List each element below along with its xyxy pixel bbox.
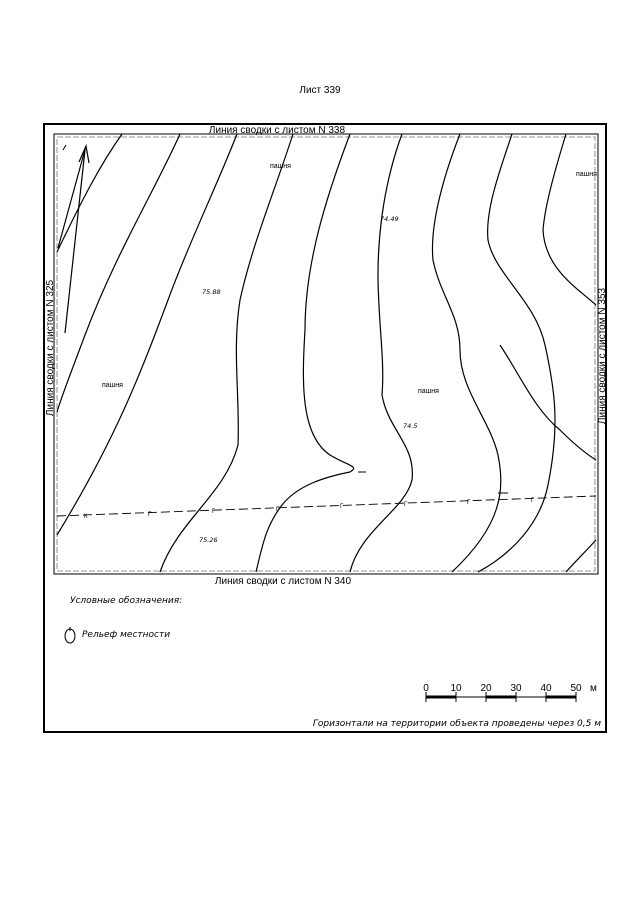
scale-tick-label: 10 xyxy=(450,683,462,694)
scale-bar xyxy=(426,692,576,702)
boundary-mark: Г xyxy=(467,500,471,506)
parcel-boundary-line xyxy=(57,496,596,516)
scale-tick-label: 30 xyxy=(510,683,522,694)
contour-line xyxy=(160,134,293,572)
edge-label-left: Линия сводки с листом N 325 xyxy=(45,279,56,417)
boundary-mark: Г xyxy=(531,498,535,504)
contour-interval-note: Горизонтали на территории объекта проведены через 0,5 м xyxy=(312,719,601,729)
scale-unit-label: м xyxy=(590,683,597,694)
boundary-mark: К xyxy=(84,514,88,520)
edge-label-bottom: Линия сводки с листом N 340 xyxy=(214,576,352,587)
contour-line xyxy=(478,134,555,572)
contour-line xyxy=(432,134,500,572)
boundary-mark: Г xyxy=(148,512,152,518)
land-use-label: пашня xyxy=(270,163,291,170)
boundary-mark: Г xyxy=(212,509,216,515)
legend-title: Условные обозначения: xyxy=(70,596,183,606)
contour-line xyxy=(57,134,122,252)
land-use-label: пашня xyxy=(576,171,597,178)
contour-line xyxy=(57,134,237,535)
land-use-label: пашня xyxy=(102,382,123,389)
scale-tick-label: 50 xyxy=(570,683,582,694)
elevation-label: 75.26 xyxy=(199,536,218,544)
boundary-mark: Г xyxy=(340,504,344,510)
contour-line xyxy=(57,134,180,412)
edge-label-top: Линия сводки с листом N 338 xyxy=(208,125,346,136)
map-area-border xyxy=(54,134,598,574)
contour-lines xyxy=(57,134,596,572)
sheet-title: Лист 339 xyxy=(299,85,341,96)
contour-line xyxy=(543,134,596,305)
elevation-label: 74.49 xyxy=(380,215,399,223)
contour-line xyxy=(566,540,596,572)
elevation-label: 74.5 xyxy=(403,422,418,430)
boundary-mark: Г xyxy=(404,502,408,508)
elevation-label: 75.88 xyxy=(202,288,221,296)
boundary-mark: Г xyxy=(276,507,280,513)
legend-relief-label: Рельеф местности xyxy=(82,630,171,640)
relief-symbol-icon xyxy=(65,627,75,643)
scale-tick-label: 0 xyxy=(423,683,429,694)
scale-tick-label: 20 xyxy=(480,683,492,694)
boundary-marks xyxy=(84,498,535,520)
scale-tick-label: 40 xyxy=(540,683,552,694)
land-use-label: пашня xyxy=(418,388,439,395)
edge-label-right: Линия сводки с листом N 353 xyxy=(597,287,608,425)
